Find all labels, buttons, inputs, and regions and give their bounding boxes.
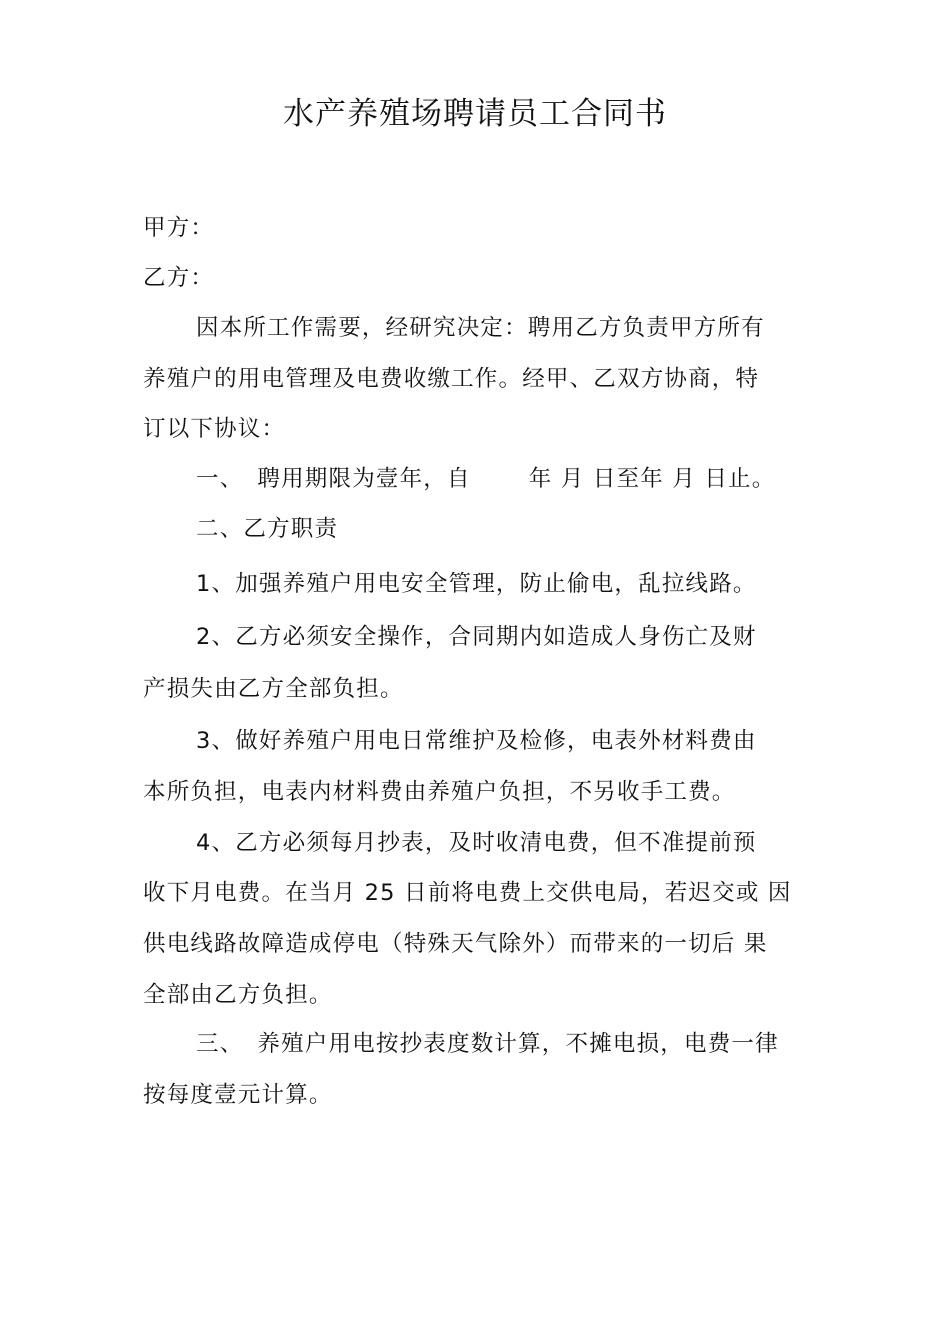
clause-3-line-1: 养殖户用电按抄表度数计算，不摊电损，电费一律 [257,1031,779,1057]
clause-2 [196,513,338,545]
item-4-line-4: 全部由乙方负担。 [143,982,333,1008]
clause-1 [196,463,775,495]
clause-1-text-b: 年 月 日至年 月 日止。 [528,466,776,492]
intro-line-1: 因本所工作需要，经研究决定：聘用乙方负责甲方所有 [196,315,765,341]
clause-3-number: 三、 [196,1031,244,1057]
party-a-label: 甲方： [143,215,215,241]
item-2-line-2: 产损失由乙方全部负担。 [143,676,404,702]
clause-2-number: 二、 [196,516,244,542]
party-b-label: 乙方： [143,265,215,291]
item-3-line-1: 3、做好养殖户用电日常维护及检修，电表外材料费由 [196,728,757,754]
item-4-line-3: 供电线路故障造成停电（特殊天气除外）而带来的一切后 果 [143,931,768,957]
item-4-line-1: 4、乙方必须每月抄表，及时收清电费，但不准提前预 [196,830,757,856]
page-title: 水产养殖场聘请员工合同书 [283,96,667,132]
item-1: 1、加强养殖户用电安全管理，防止偷电，乱拉线路。 [196,571,757,597]
intro-line-3: 订以下协议： [143,416,286,442]
clause-1-text-a: 聘用期限为壹年，自 [257,466,471,492]
item-3-line-2: 本所负担，电表内材料费由养殖户负担，不另收手工费。 [143,779,736,805]
clause-1-number: 一、 [196,466,244,492]
item-2-line-1: 2、乙方必须安全操作，合同期内如造成人身伤亡及财 [196,624,757,650]
intro-line-2: 养殖户的用电管理及电费收缴工作。经甲、乙双方协商，特 [143,366,760,392]
clause-3-line-2: 按每度壹元计算。 [143,1082,333,1108]
item-4-line-2: 收下月电费。在当月 25 日前将电费上交供电局，若迟交或 因 [143,880,792,906]
clause-3 [196,1028,779,1060]
clause-2-heading: 乙方职责 [243,516,339,542]
